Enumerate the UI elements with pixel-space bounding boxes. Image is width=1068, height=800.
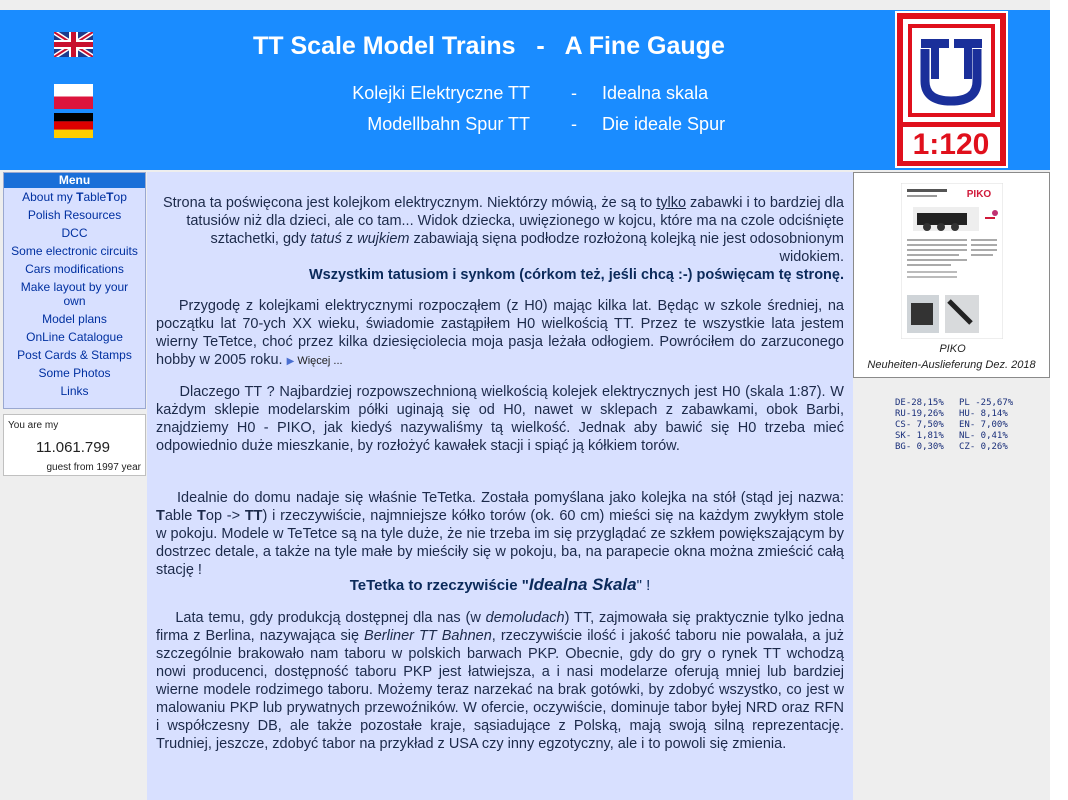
site-header — [0, 10, 1050, 170]
menu-item-cars-modifications[interactable]: Cars modifications — [25, 262, 124, 276]
menu-item-some-photos[interactable]: Some Photos — [38, 366, 111, 380]
stat-entry: CS- 7,50% — [895, 420, 944, 430]
visitor-counter — [3, 414, 146, 476]
visitor-counter-label: You are my — [8, 420, 59, 431]
intro-paragraph: Strona ta poświęcona jest kolejkom elektrycznym. Niektórzy mówią, że są to tylko zabawki i to bardziej dla tatusiów niż dla dzieci, ale co tam... Widok dziecka, uwięzionego w kojcu, które ma na czole odciśnięte sztachetki, gdy tatuś z wujkiem zabawiają sięna podłodze rozłożoną kolejką nie jest odosobnionym widokiem. Wszystkim tatusiom i synkom (córkom też, jeśli chcą :-) poświęcam tę stronę. — [162, 195, 844, 283]
site-title: TT Scale Model Trains - A Fine Gauge — [253, 32, 725, 60]
menu-item-online-catalogue[interactable]: OnLine Catalogue — [26, 330, 123, 344]
stat-entry: CZ- 0,26% — [959, 442, 1008, 452]
history-paragraph: Przygodę z kolejkami elektrycznymi rozpocząłem (z H0) mając kilka lat. Będąc w szkole średniej, na początku lat 70-ych XX wieku, świadomie zastąpiłem H0 wielkością TT. Przez te wszystkie lata jestem wierny TeTetce, choć przez kilka dziesięciolecia moja pasja leżała odłogiem. Powróciłem do zarzuconego hobby w 2005 roku. ▶ Więcej ... — [156, 298, 844, 368]
main-content — [147, 172, 853, 800]
more-link[interactable]: ▶ Więcej ... — [286, 355, 343, 367]
uk-flag-icon[interactable] — [54, 32, 93, 57]
dedication-text: Wszystkim tatusiom i synkom (córkom też, jeśli chcą :-) poświęcam tę stronę. — [308, 267, 844, 283]
stat-entry: HU- 8,14% — [959, 409, 1008, 419]
tagline: TeTetka to rzeczywiście "Idealna Skala" ! — [349, 575, 651, 594]
menu-title: Menu — [4, 173, 145, 188]
logo-scale: 1:120 — [912, 128, 990, 161]
piko-brochure-image[interactable] — [901, 183, 1003, 339]
piko-caption-brand: PIKO — [939, 343, 966, 355]
menu-item-links[interactable]: Links — [60, 384, 89, 398]
menu-item-about-tabletop[interactable]: About my TableTop — [22, 190, 127, 204]
tt-logo — [895, 11, 1008, 168]
menu-item-model-plans[interactable]: Model plans — [42, 312, 107, 326]
why-tt-paragraph: Dlaczego TT ? Najbardziej rozpowszechnioną wielkością kolejek elektrycznych jest H0 (skala 1:87). W każdym sklepie modelarskim półki uginają się od H0, nawet w sklepach z zabawkami, obok Barbi, znajdziemy H0 - PIKO, jak kiedyś nazywaliśmy tą wielkość. Jednak aby bawić się H0 trzeba mieć odpowiednio duże mieszkanie, by rozłożyć kawałek stacji i spiąć ją kółkiem torów. — [156, 384, 844, 454]
triangle-right-icon: ▶ — [286, 356, 295, 367]
stat-entry: SK- 1,81% — [895, 431, 944, 441]
menu-item-dcc[interactable]: DCC — [61, 226, 88, 240]
page-scrollbar-area — [1050, 0, 1068, 800]
subtitle-german: Modellbahn Spur TT - Die ideale Spur — [367, 114, 726, 134]
visitor-count: 11.061.799 — [36, 439, 110, 456]
piko-brand-text: PIKO — [966, 189, 992, 200]
menu-item-electronic-circuits[interactable]: Some electronic circuits — [11, 244, 138, 258]
sidebar-menu — [3, 172, 146, 409]
piko-caption-title: Neuheiten-Auslieferung Dez. 2018 — [867, 359, 1036, 371]
menu-item-post-cards-stamps[interactable]: Post Cards & Stamps — [17, 348, 132, 362]
stat-entry: PL -25,67% — [959, 398, 1014, 408]
subtitle-polish: Kolejki Elektryczne TT - Idealna skala — [352, 83, 709, 103]
stat-entry: BG- 0,30% — [895, 442, 944, 452]
stat-entry: NL- 0,41% — [959, 431, 1008, 441]
stat-entry: RU-19,26% — [895, 409, 944, 419]
menu-item-polish-resources[interactable]: Polish Resources — [27, 208, 122, 222]
visitor-counter-since: guest from 1997 year — [46, 462, 141, 473]
market-paragraph: Lata temu, gdy produkcją dostępnej dla nas (w demoludach) TT, zajmowała się praktycznie tylko jedna firma z Berlina, nazywająca się Berliner TT Bahnen, rzeczywiście ilość i jakość taboru nie powalała, a już szczególnie brakowało nam taboru w polskich barwach PKP. Obecnie, gdy do gry o rynek TT wchodzą nowi producenci, dostępność taboru PKP jest łatwiejsza, a i nasi modelarze oferują mniej lub bardziej wierne modele rodzimego taboru. Możemy teraz narzekać na brak gotówki, by zdobyć wszystko, co jest w malowaniu PKP lub prywatnych przewoźników. W ofercie, oczywiście, dominuje tabor byłej NRD oraz RFN i współczesny DB, ale także pozostałe kraje, sąsiadujące z Polską, mają swoją silną reprezentację. Trudniej, jeszcze, zdobyć tabor na przykład z USA czy inny egzotyczny, ale i to powoli się zmienia. — [156, 610, 844, 752]
piko-news-box[interactable] — [853, 172, 1050, 378]
menu-item-make-layout[interactable]: Make layout by your own — [20, 280, 129, 308]
stat-entry: EN- 7,00% — [959, 420, 1008, 430]
stat-entry: DE-28,15% — [895, 398, 944, 408]
tabletop-paragraph: Idealnie do domu nadaje się właśnie TeTetka. Została pomyślana jako kolejka na stół (stąd jej nazwa: Table Top -> TT) i rzeczywiście, najmniejsze kółko torów (ok. 60 cm) mieści się na każdym zwykłym stole w pokoju. Modele w TeTetce są na tyle duże, że nie trzeba im się przyglądać ze szkłem powiększającym by dostrzec detale, a także na tyle małe by mieściły się w pokoju, ba, na parapecie okna można zmieścić całą stację ! — [156, 490, 845, 578]
